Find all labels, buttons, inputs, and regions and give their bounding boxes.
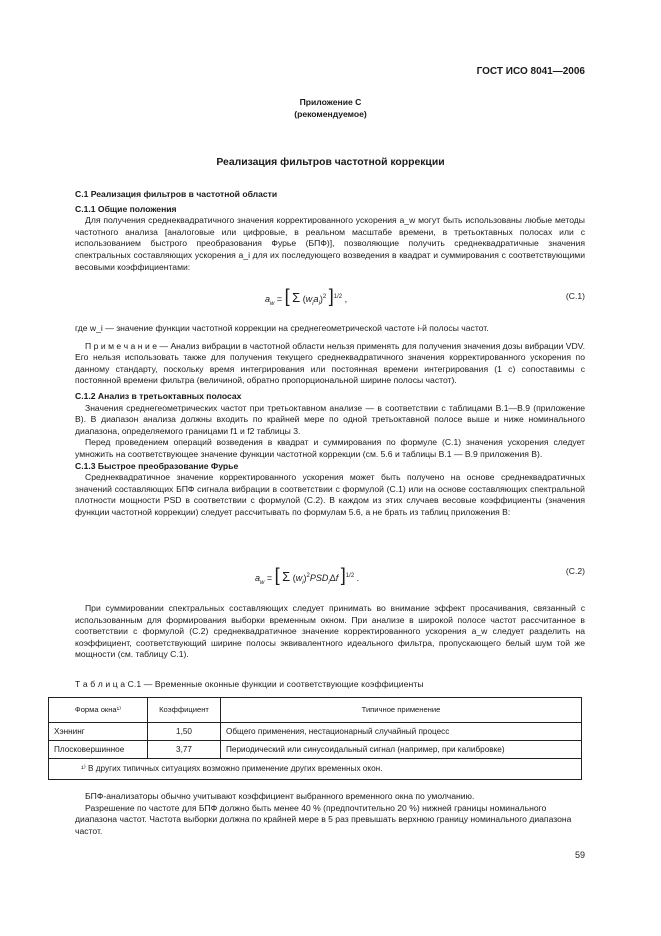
section-c1-cont xyxy=(75,323,585,519)
standard-code: ГОСТ ИСО 8041—2006 xyxy=(476,66,585,77)
cell-use: Периодический или синусоидальный сигнал (например, при калибровке) xyxy=(221,741,582,759)
cell-coefficient: 3,77 xyxy=(148,741,221,759)
heading-c1: С.1 Реализация фильтров в частотной области xyxy=(75,189,278,199)
page-number: 59 xyxy=(574,850,585,860)
cell-use: Общего применения, нестационарный случайный процесс xyxy=(221,723,582,741)
paragraph-5: При суммировании спектральных составляющих следует принимать во внимание эффект просачивания, связанный с использованным для формирования выборки временным окном. При анализе в широкой полосе частот рассчитанное в соответствии с формулой (С.2) среднеквадратичное значение корректированного ускорения a_w следует разделить на коэффициент, соответствующий ширине полосы эквивалентного идеального фильтра, пропускающего белый шум той же мощности (см. таблицу С.1). xyxy=(75,603,585,660)
paragraph-3: Перед проведением операций возведения в квадрат и суммирования по формуле (С.1) значения ускорения следует умножить на соответствующее значение функции частотной коррекции (см. 5.6 и таблицы В.1 — В.9 приложения В). xyxy=(75,437,585,459)
formula-c1 xyxy=(75,287,585,321)
formula-c1-body: $a_w$ = [ Σ $(w_ia_i)^2$ ]$^{1/2}$ , xyxy=(265,286,348,307)
paragraph-2: Значения среднегеометрических частот при третьоктавном анализе — в соответствии с таблицами В.1—В.9 (приложение В). В диапазон анализа должны входить по крайней мере по одной третьоктавной полосе выше и ниже номинального диапазона, определяемого границами f1 и f2 таблицы 3. xyxy=(75,402,585,436)
formula-c2 xyxy=(75,566,585,600)
table-caption: Т а б л и ц а С.1 — Временные оконные функции и соответствующие коэффициенты xyxy=(75,679,424,689)
cell-window: Хэннинг xyxy=(49,723,148,741)
formula-c2-body: $a_w$ = [ Σ $(w_i)^2PSD_i\Delta f$ ]$^{1/2}$ . xyxy=(255,565,360,586)
paragraph-7: Разрешение по частоте для БПФ должно быть менее 40 % (предпочтительно 20 %) нижней границы номинального диапазона частот. Частота выборки должна по крайней мере в 5 раз превышать верхнюю границу номинального диапазона частот. xyxy=(75,802,572,836)
header-typical-use: Типичное применение xyxy=(221,698,582,723)
table-row xyxy=(49,741,582,759)
header-window-form: Форма окна¹⁾ xyxy=(49,698,148,723)
paragraph-4: Среднеквадратичное значение корректированного ускорения может быть получено на основе среднеквадратичных значений составляющих БПФ сигнала вибрации в соответствии с формулой (С.1) или на основе составляющих спектральной плотности мощности PSD в соответствии с формулой (С.2). В каждом из этих случаев весовые коэффициенты (значения функции частотной коррекции) следует рассчитывать по формулам 5.6, а не брать из таблиц приложения В: xyxy=(75,472,585,517)
cell-window: Плосковершинное xyxy=(49,741,148,759)
document-title: Реализация фильтров частотной коррекции xyxy=(216,157,445,168)
formula-c1-number: (С.1) xyxy=(565,291,585,301)
note-paragraph: П р и м е ч а н и е — Анализ вибрации в частотной области нельзя применять для получения значения дозы вибрации VDV. Его нельзя использовать также для получения текущего среднеквадратичного значения корректированного ускорения по данному стандарту, поскольку время интегрирования или постоянная времени интегрирования (1 с) сопоставимы с постоянной времени фильтра (величиной, обратно пропорциональной ширине полосы частот). xyxy=(75,340,585,386)
formula-c2-number: (С.2) xyxy=(565,566,585,576)
table-footnote: ¹⁾ В других типичных ситуациях возможно применение других временных окон. xyxy=(49,759,582,780)
section-c13-cont xyxy=(75,603,585,661)
section-c1 xyxy=(75,189,585,273)
heading-c13: С.1.3 Быстрое преобразование Фурье xyxy=(75,460,239,471)
paragraph-1: Для получения среднеквадратичного значения корректированного ускорения a_w могут быть использованы любые методы частотного анализа [аналоговые или цифровые, в реальном масштабе времени, в третьоктавных полосах или с использованием быстрого преобразования Фурье (БПФ)], позволяющие получить среднеквадратичные значения спектральных составляющих ускорения a_i для их последующего возведения в квадрат и суммирования с соответствующими весовыми коэффициентами: xyxy=(75,215,585,272)
annex-title: Приложение С xyxy=(299,97,362,107)
cell-coefficient: 1,50 xyxy=(148,723,221,741)
heading-c12: С.1.2 Анализ в третьоктавных полосах xyxy=(75,390,242,401)
paragraph-where: где w_i — значение функции частотной коррекции на среднегеометрической частоте i-й полосы частот. xyxy=(75,323,489,333)
heading-c11: С.1.1 Общие положения xyxy=(75,203,177,214)
window-functions-table xyxy=(48,697,582,780)
header-coefficient: Коэффициент xyxy=(148,698,221,723)
table-row xyxy=(49,723,582,741)
table-header-row xyxy=(49,698,582,723)
table-footnote-row xyxy=(49,759,582,780)
paragraph-6: БПФ-анализаторы обычно учитывают коэффициент выбранного временного окна по умолчанию. xyxy=(85,791,475,801)
closing-paragraphs xyxy=(75,791,585,837)
annex-status: (рекомендуемое) xyxy=(294,109,367,119)
